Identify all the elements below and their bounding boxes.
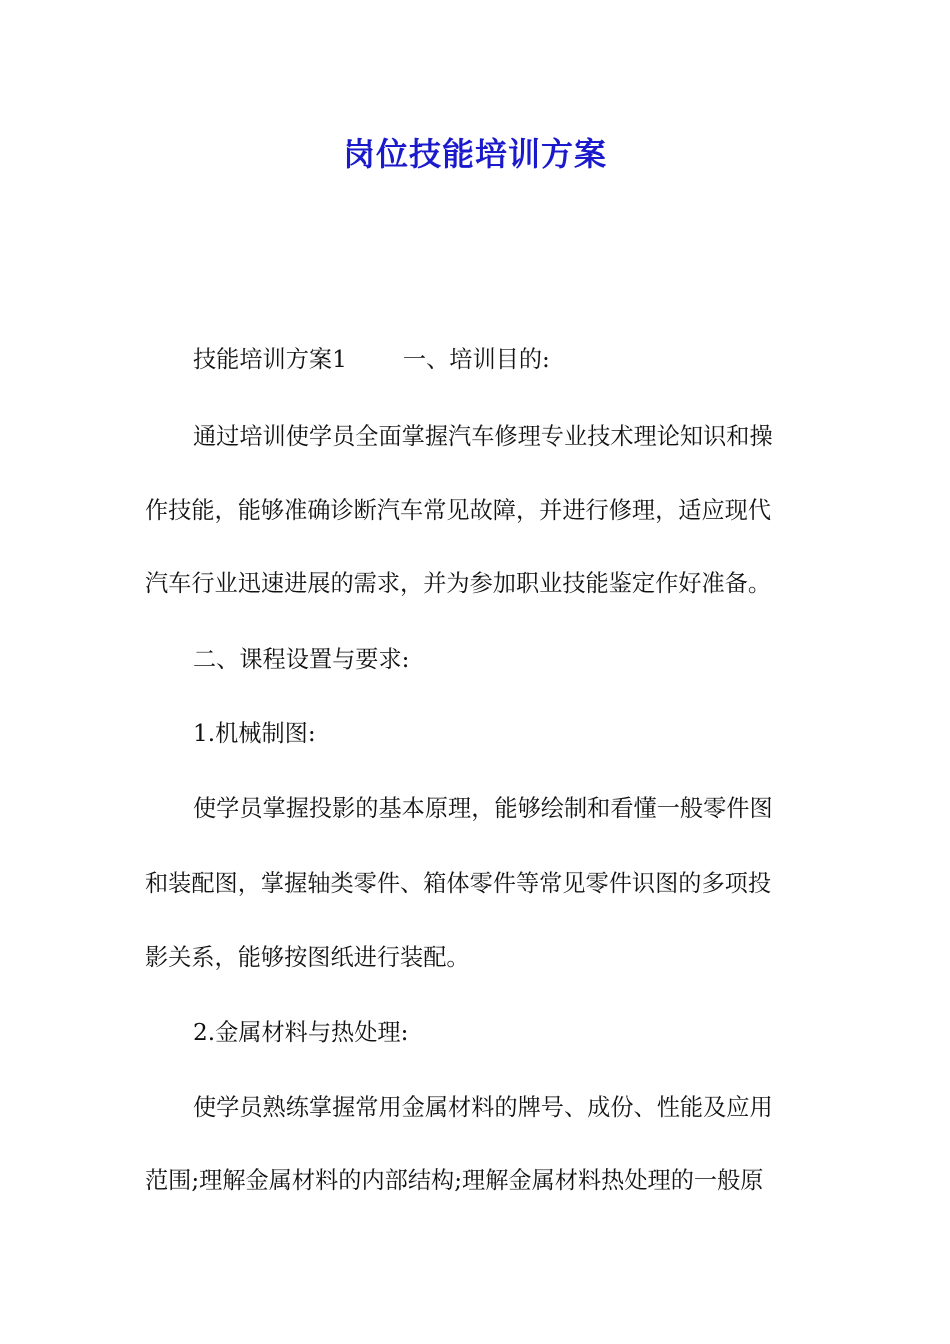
paragraph-line: 影关系，能够按图纸进行装配。 [145, 944, 470, 971]
section-heading-1: 一、培训目的: [402, 346, 550, 373]
paragraph-line: 和装配图，掌握轴类零件、箱体零件等常见零件识图的多项投 [145, 870, 772, 897]
plan-heading: 技能培训方案1 [193, 346, 347, 373]
paragraph-line: 范围;理解金属材料的内部结构;理解金属材料热处理的一般原 [145, 1167, 764, 1194]
paragraph-line: 作技能，能够准确诊断汽车常见故障，并进行修理，适应现代 [145, 497, 772, 524]
heading-line [193, 345, 550, 375]
subsection-heading-2: 2.金属材料与热处理: [193, 1019, 409, 1046]
paragraph-line: 通过培训使学员全面掌握汽车修理专业技术理论知识和操 [193, 423, 773, 450]
paragraph-line: 汽车行业迅速进展的需求，并为参加职业技能鉴定作好准备。 [145, 570, 772, 597]
paragraph-line: 使学员掌握投影的基本原理，能够绘制和看懂一般零件图 [193, 795, 773, 822]
section-heading-2: 二、课程设置与要求: [193, 646, 410, 673]
paragraph-line: 使学员熟练掌握常用金属材料的牌号、成份、性能及应用 [193, 1094, 773, 1121]
subsection-heading-1: 1.机械制图: [193, 720, 316, 747]
document-title: 岗位技能培训方案 [342, 135, 607, 173]
